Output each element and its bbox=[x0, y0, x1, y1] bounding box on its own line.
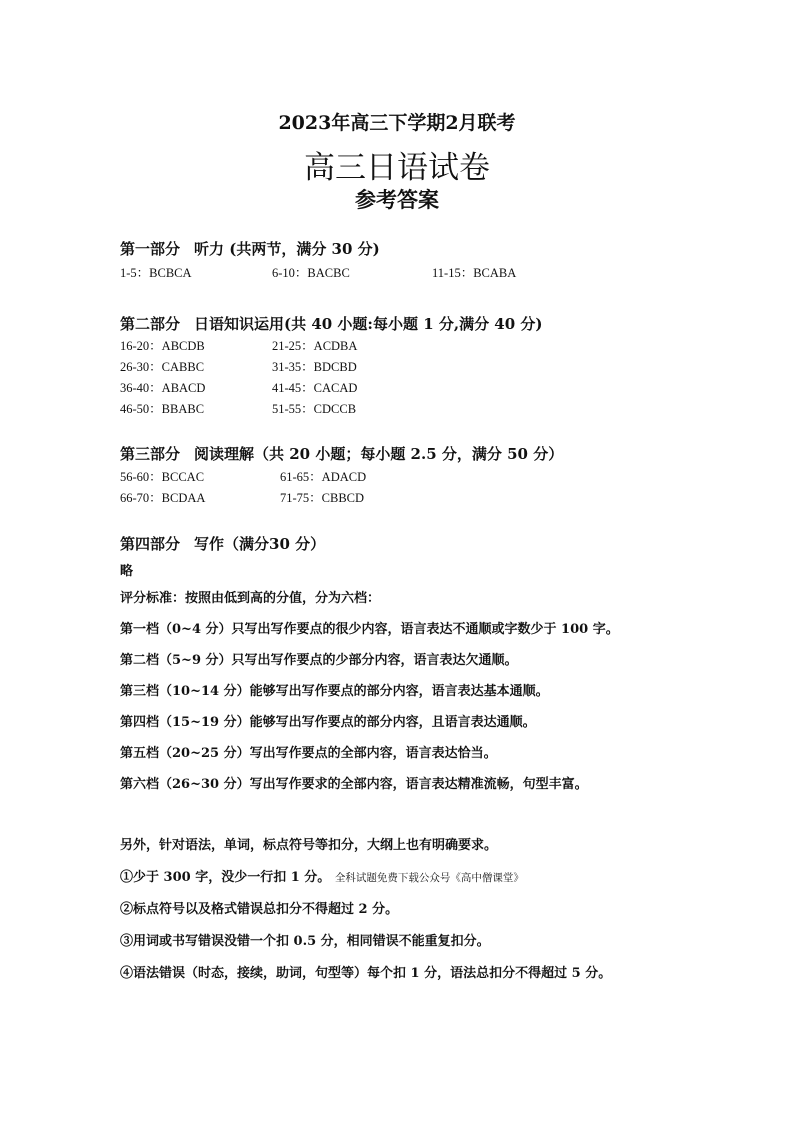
grade-level: 第一档（0~4 分）只写出写作要点的很少内容，语言表达不通顺或字数少于 100 字。 bbox=[120, 622, 619, 637]
answer-group: 46-50：BBABC bbox=[120, 402, 205, 416]
answer-group: 51-55：CDCCB bbox=[272, 402, 357, 416]
part3-title: 阅读理解（共 20 小题；每小题 2.5 分，满分 50 分） bbox=[194, 445, 564, 463]
part2-name: 第二部分 bbox=[120, 315, 181, 333]
paper-title: 高三日语试卷 bbox=[304, 150, 490, 186]
answer-key-title: 参考答案 bbox=[355, 187, 439, 212]
exam-title: 2023年高三下学期2月联考 bbox=[278, 112, 516, 134]
answer-group: 16-20：ABCDB bbox=[120, 339, 205, 353]
grade-level: 第五档（20~25 分）写出写作要点的全部内容，语言表达恰当。 bbox=[120, 746, 497, 761]
answer-group: 6-10：BACBC bbox=[272, 266, 350, 280]
part2-title: 日语知识运用(共 40 小题:每小题 1 分,满分 40 分) bbox=[194, 315, 543, 333]
grade-level: 第二档（5~9 分）只写出写作要点的少部分内容，语言表达欠通顺。 bbox=[120, 653, 518, 668]
part4-heading bbox=[120, 533, 325, 554]
deduction-rule bbox=[120, 866, 524, 885]
part3-name: 第三部分 bbox=[120, 445, 181, 463]
deduction-rule: ③用词或书写错误没错一个扣 0.5 分，相同错误不能重复扣分。 bbox=[120, 934, 490, 949]
grade-level: 第六档（26~30 分）写出写作要求的全部内容，语言表达精准流畅，句型丰富。 bbox=[120, 777, 588, 792]
answer-group: 21-25：ACDBA bbox=[272, 339, 358, 353]
part4-name: 第四部分 bbox=[120, 535, 181, 553]
answer-group: 41-45：CACAD bbox=[272, 381, 358, 395]
part3-heading bbox=[120, 443, 563, 464]
omitted-note: 略 bbox=[120, 564, 134, 579]
deduction-rule-text: ①少于 300 字，没少一行扣 1 分。 bbox=[120, 870, 331, 885]
answer-group: 36-40：ABACD bbox=[120, 381, 206, 395]
part1-title: 听力 (共两节，满分 30 分) bbox=[194, 240, 380, 258]
grade-level: 第四档（15~19 分）能够写出写作要点的部分内容，且语言表达通顺。 bbox=[120, 715, 536, 730]
part1-name: 第一部分 bbox=[120, 240, 181, 258]
criteria-intro: 评分标准：按照由低到高的分值，分为六档： bbox=[120, 591, 381, 606]
deduction-rule: ②标点符号以及格式错误总扣分不得超过 2 分。 bbox=[120, 902, 399, 917]
grade-level: 第三档（10~14 分）能够写出写作要点的部分内容，语言表达基本通顺。 bbox=[120, 684, 549, 699]
part1-heading bbox=[120, 238, 380, 259]
answer-group: 56-60：BCCAC bbox=[120, 470, 205, 484]
answer-group: 71-75：CBBCD bbox=[280, 491, 365, 505]
deduction-intro: 另外，针对语法，单词，标点符号等扣分，大纲上也有明确要求。 bbox=[120, 838, 498, 853]
part2-heading bbox=[120, 313, 543, 334]
deduction-rule: ④语法错误（时态，接续，助词，句型等）每个扣 1 分，语法总扣分不得超过 5 分。 bbox=[120, 966, 612, 981]
answer-group: 66-70：BCDAA bbox=[120, 491, 206, 505]
answer-group: 11-15：BCABA bbox=[432, 266, 517, 280]
download-note: 全科试题免费下载公众号《高中僧课堂》 bbox=[334, 872, 524, 884]
part4-title: 写作（满分30 分） bbox=[194, 535, 326, 553]
answer-group: 26-30：CABBC bbox=[120, 360, 205, 374]
answer-group: 61-65：ADACD bbox=[280, 470, 367, 484]
answer-group: 31-35：BDCBD bbox=[272, 360, 357, 374]
answer-group: 1-5：BCBCA bbox=[120, 266, 192, 280]
